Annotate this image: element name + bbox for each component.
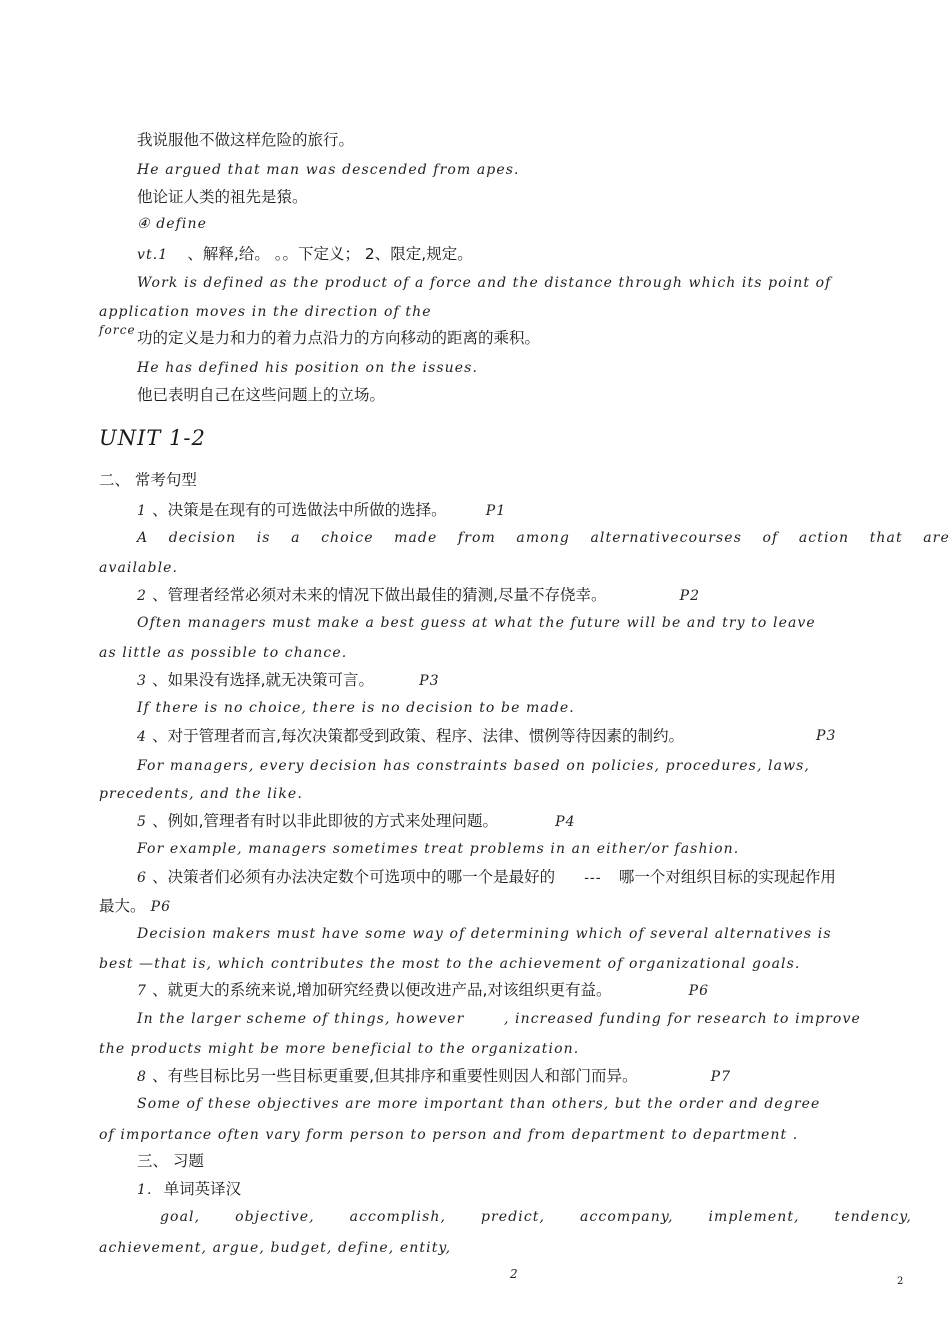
page-ref: P3 [419,673,440,689]
vocab-heading: ④ define [137,216,208,232]
sentence-item-3 [137,672,440,689]
item-chinese: 、就更大的系统来说,增加研究经费以便改进产品,对该组织更有益。 [152,981,612,999]
word: of [762,530,779,546]
sentence-item-7 [137,982,709,999]
example-sentence: Some of these objectives are more important than others, but the order and degree [137,1096,821,1112]
page-ref: P1 [485,503,507,519]
example-sentence: He has defined his position on the issues. [137,360,478,376]
section-heading: 三、 习题 [137,1152,204,1170]
item-chinese-cont: 最大。 [99,897,146,915]
unit-heading: UNIT 1-2 [99,426,206,450]
word: that [869,530,903,546]
item-number: 4 [137,729,148,745]
example-sentence: of importance often vary form person to person and from department to department . [99,1127,799,1143]
word: among [516,530,570,546]
word: decision [168,530,237,546]
item-chinese: 、对于管理者而言,每次决策都受到政策、程序、法律、惯例等待因素的制约。 [152,727,685,745]
exercise-number: 1. [137,1182,153,1198]
section-heading: 二、 常考句型 [99,471,197,489]
page-number: 2 [510,1267,519,1281]
example-sentence: Often managers must make a best guess at what the future will be and try to leave [137,615,816,631]
word: implement, [708,1209,800,1225]
item-number: 2 [137,588,148,604]
translation-line: 他已表明自己在这些问题上的立场。 [137,386,386,404]
example-sentence-justified [137,531,950,545]
sentence-item-1 [137,502,506,519]
sentence-item-6 [137,869,836,886]
item-number: 8 [137,1069,148,1085]
text-line: 我说服他不做这样危险的旅行。 [137,131,355,149]
example-sentence [137,1012,861,1026]
page-ref: P7 [710,1069,732,1085]
word: is [256,530,271,546]
example-sentence: application moves in the direction of the [99,304,432,320]
example-sentence: the products might be more beneficial to the organization. [99,1041,580,1057]
page-ref: P6 [150,899,172,915]
exercise-title: 单词英译汉 [163,1180,242,1198]
word: made [394,530,438,546]
word: A [137,530,149,546]
example-sentence: For example, managers sometimes treat problems in an either/or fashion. [137,841,740,857]
definition-text: 、解释,给。 。。下定义； 2、限定,规定。 [187,245,473,263]
page-number-corner: 2 [897,1276,904,1287]
sentence-item-2 [137,587,700,604]
translation-line: 他论证人类的祖先是猿。 [137,188,308,206]
item-chinese: 、决策者们必须有办法决定数个可选项中的哪一个是最好的 [152,868,556,886]
sentence-part: , increased funding for research to improve [503,1011,861,1027]
sentence-item-8 [137,1068,731,1085]
example-sentence: Decision makers must have some way of determining which of several alternatives is [137,926,832,942]
word: a [291,530,301,546]
item-number: 3 [137,673,148,689]
item-chinese: 、管理者经常必须对未来的情况下做出最佳的猜测,尽量不存侥幸。 [152,586,607,604]
example-sentence: as little as possible to chance. [99,645,348,661]
sentence-item-5 [137,813,576,830]
word: accompany, [579,1209,674,1225]
item-chinese: 、例如,管理者有时以非此即彼的方式来处理问题。 [152,812,499,830]
example-sentence: If there is no choice, there is no decision to be made. [137,700,575,716]
page-ref: P3 [816,728,837,744]
example-sentence-overflow: force [99,323,136,337]
word: alternativecourses [590,530,742,546]
example-sentence: best —that is, which contributes the most to the achievement of organizational goals. [99,956,801,972]
word: choice [321,530,374,546]
dash: --- [584,870,602,886]
word: tendency, [834,1209,912,1225]
word: predict, [480,1209,546,1225]
word: from [457,530,496,546]
exercise-heading [137,1181,241,1198]
definition-line [137,246,473,263]
item-number: 1 [137,503,148,519]
item-chinese: 、决策是在现有的可选做法中所做的选择。 [152,501,447,519]
word: accomplish, [349,1209,447,1225]
item-number: 6 [137,870,148,886]
word: are [923,530,950,546]
sentence-item-4 [137,728,684,745]
word-list: achievement, argue, budget, define, entity, [99,1240,452,1256]
page-ref: P4 [555,814,576,830]
example-sentence: precedents, and the like. [99,786,303,802]
example-sentence: Work is defined as the product of a force and the distance through which its point of [137,275,832,291]
example-sentence: For managers, every decision has constraints based on policies, procedures, laws, [137,758,810,774]
item-chinese-cont: 哪一个对组织目标的实现起作用 [618,868,836,886]
translation-line: 功的定义是力和力的着力点沿力的方向移动的距离的乘积。 [137,329,541,347]
part-of-speech: vt.1 [137,247,169,263]
word-list-justified [160,1210,912,1224]
item-number: 5 [137,814,148,830]
page-ref: P2 [679,588,701,604]
word: objective, [235,1209,315,1225]
sentence-item-6-cont [99,898,171,915]
example-sentence: He argued that man was descended from apes. [137,162,520,178]
word: goal, [160,1209,201,1225]
item-number: 7 [137,983,148,999]
page-ref: P6 [688,983,710,999]
sentence-part: In the larger scheme of things, however [137,1011,465,1027]
example-sentence: available. [99,560,179,576]
word: action [798,530,850,546]
item-chinese: 、有些目标比另一些目标更重要,但其排序和重要性则因人和部门而异。 [152,1067,638,1085]
item-chinese: 、如果没有选择,就无决策可言。 [152,671,375,689]
